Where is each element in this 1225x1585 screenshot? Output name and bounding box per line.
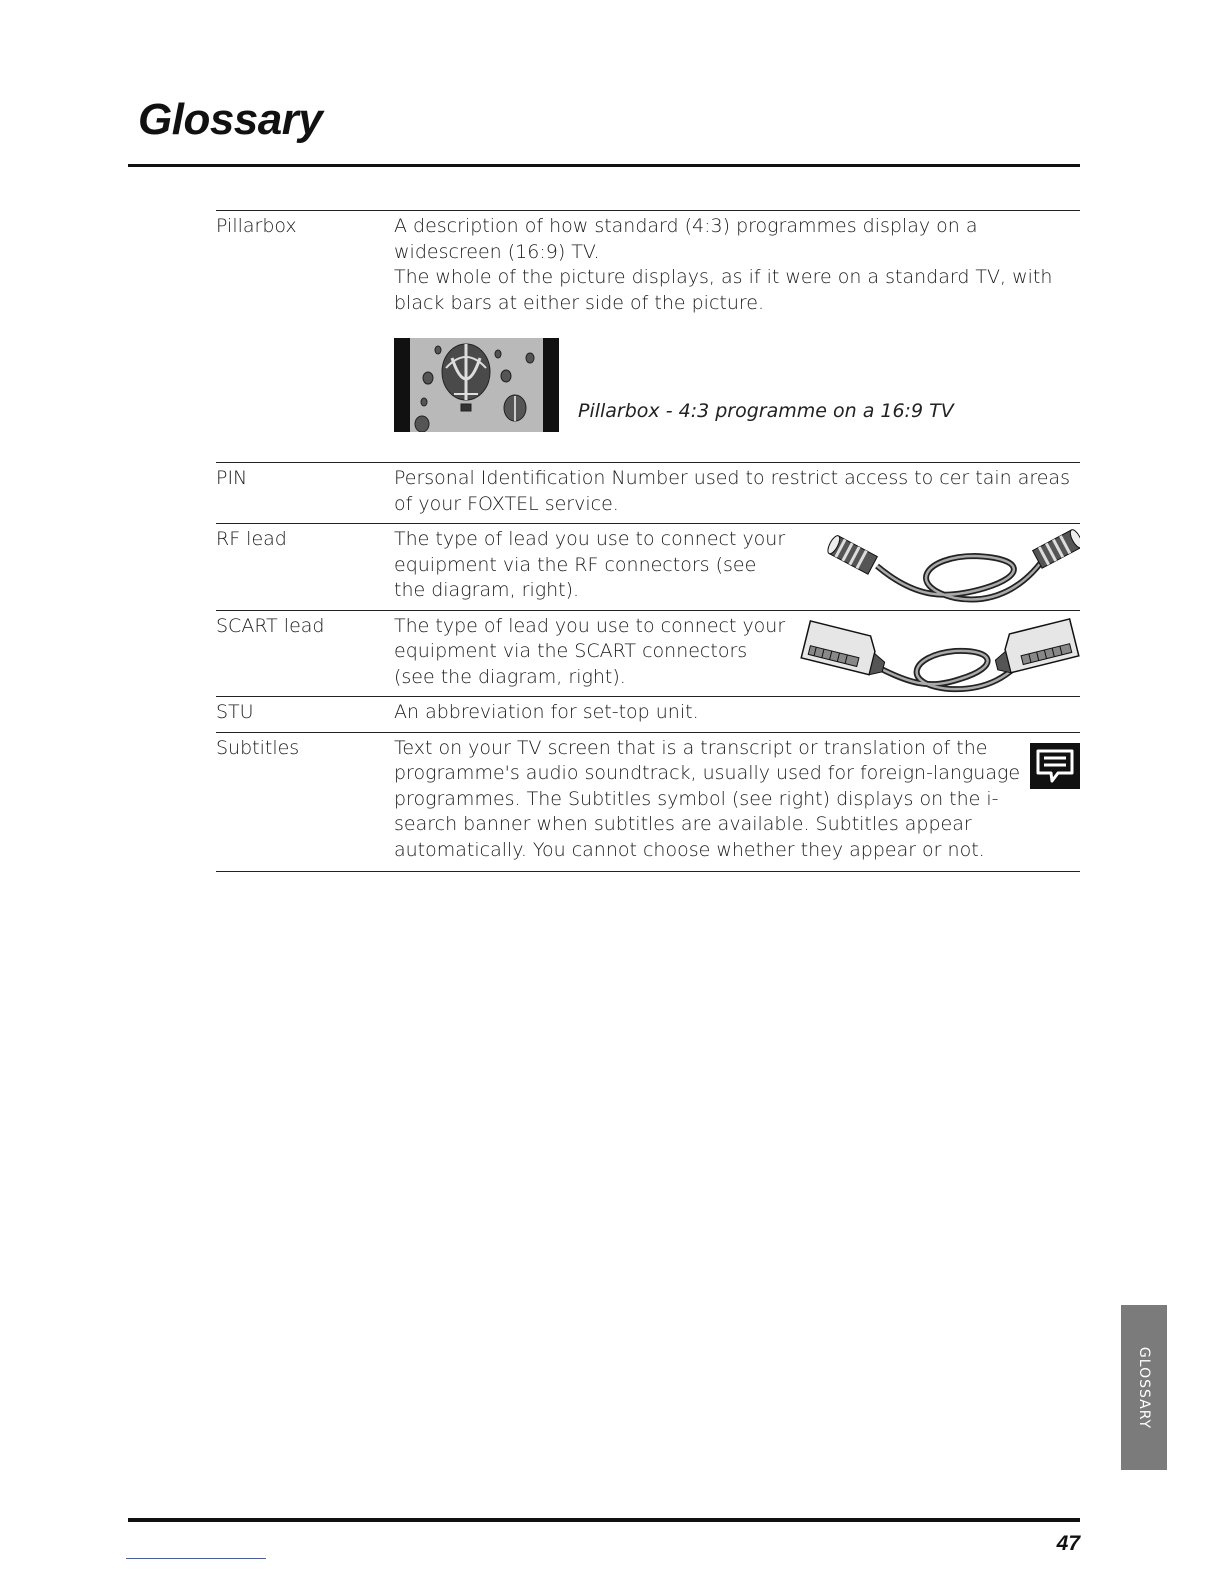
footer-divider: [128, 1518, 1080, 1522]
page-title: Glossary: [138, 95, 323, 144]
glossary-definition: The type of lead you use to connect your equipment via the SCART connectors (see the diagram, right).: [394, 614, 786, 688]
figure-caption: Pillarbox - 4:3 programme on a 16:9 TV: [578, 399, 954, 422]
glossary-term: SCART lead: [216, 614, 325, 637]
glossary-row-subtitles: [216, 733, 1080, 873]
section-side-tab: [1121, 1305, 1167, 1470]
page-number: 47: [1056, 1532, 1080, 1555]
glossary-row-rf-lead: [216, 524, 1080, 611]
side-tab-label: GLOSSARY: [1136, 1346, 1152, 1429]
subtitles-icon: [1030, 743, 1080, 789]
glossary-row-pin: [216, 463, 1080, 524]
scart-lead-image: [800, 615, 1080, 693]
definition-text: A description of how standard (4:3) programmes display on a widescreen (16:9) TV.: [394, 215, 978, 263]
pillarbox-figure: [394, 338, 1080, 432]
glossary-term: Pillarbox: [216, 215, 297, 237]
rf-lead-image: [825, 528, 1080, 608]
glossary-definition: Personal Identification Number used to restrict access to cer tain areas of your FOXTEL service.: [394, 467, 1070, 515]
glossary-definition: [394, 211, 1080, 462]
glossary-definition: Text on your TV screen that is a transcript or translation of the programme's audio soundtrack, usually used for foreign-language programmes. The Subtitles symbol (see right) displays on the i-search banner when subtitles are available. Subtitles appear automatically. You cannot choose whether they appear or not.: [394, 736, 1021, 861]
glossary-definition: An abbreviation for set-top unit.: [394, 701, 699, 723]
glossary-definition: The type of lead you use to connect your equipment via the RF connectors (see the diagram, right).: [394, 528, 786, 601]
footer-link-underline: [126, 1558, 266, 1559]
glossary-row-pillarbox: [216, 211, 1080, 463]
glossary-term: PIN: [216, 467, 248, 489]
glossary-row-stu: [216, 697, 1080, 733]
pillarbox-balloons-image: [394, 338, 559, 432]
glossary-table: [216, 210, 1080, 872]
glossary-row-scart-lead: [216, 611, 1080, 698]
glossary-term: RF lead: [216, 528, 287, 550]
glossary-term: STU: [216, 701, 254, 723]
glossary-term: Subtitles: [216, 736, 300, 759]
definition-text: The whole of the picture displays, as if it were on a standard TV, with black bars at either side of the picture.: [394, 266, 1053, 314]
title-divider: [128, 164, 1080, 167]
